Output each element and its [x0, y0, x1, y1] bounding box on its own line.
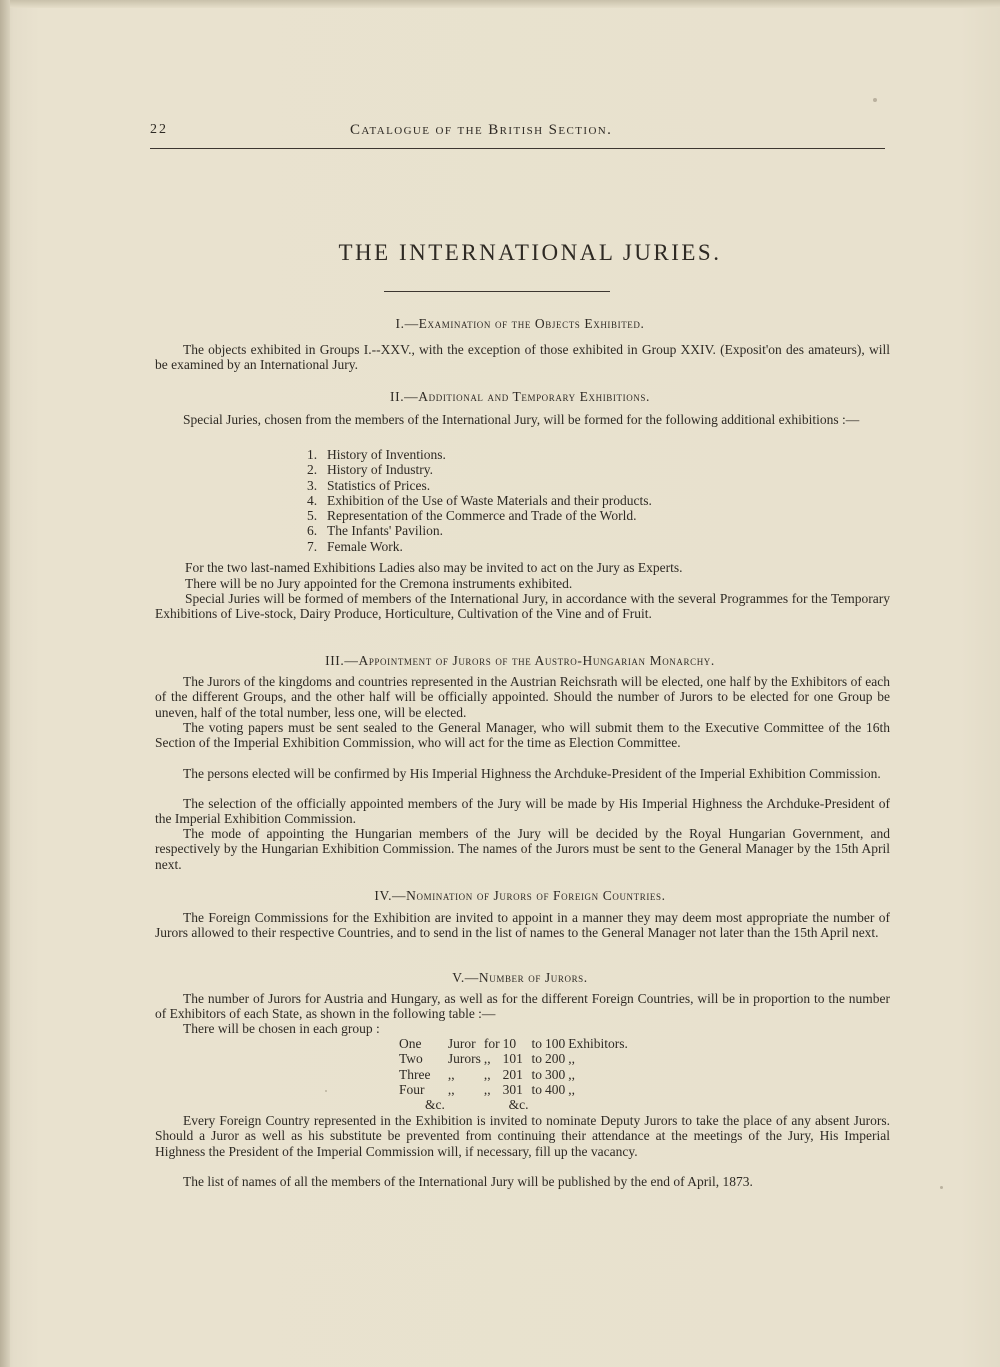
section-heading-3: III.—Appointment of Jurors of the Austro-Hungarian Monarchy.	[325, 653, 715, 668]
list-item: 4. Exhibition of the Use of Waste Materials and their products.	[307, 492, 652, 508]
section-heading-5: V.—Number of Jurors.	[452, 970, 588, 985]
paragraph: Every Foreign Country represented in the Exhibition is invited to nominate Deputy Jurors to take the place of any absent Jurors. Should a Juror as well as his substitute be prevented from continuing their attendance at the meetings of the Jury, His Imperial Highness the President of the Imperial Commission will, if necessary, fill up the vacancy.	[155, 1113, 890, 1159]
paragraph: The voting papers must be sent sealed to the General Manager, who will submit them to the Executive Committee of the 16th Section of the Imperial Exhibition Commission, who will act for the time as Election Committee.	[155, 720, 890, 751]
paragraph: The number of Jurors for Austria and Hungary, as well as for the different Foreign Countries, will be in proportion to the number of Exhibitors of each State, as shown in the following table :—	[155, 991, 890, 1022]
list-item: 3. Statistics of Prices.	[307, 477, 431, 493]
page-top-edge	[0, 0, 1000, 8]
paragraph: Special Juries, chosen from the members of the International Jury, will be formed for the following additional exhibitions :—	[183, 412, 860, 427]
table-row: Four ,, ,, 301 to 400 ,,	[399, 1081, 576, 1097]
paragraph: Special Juries will be formed of members of the International Jury, in accordance with the several Programmes for the Temporary Exhibitions of Live-stock, Dairy Produce, Horticulture, Cultivation of the Vine and of Fruit.	[155, 591, 890, 622]
page-title: THE INTERNATIONAL JURIES.	[338, 240, 722, 265]
section-heading-2: II.—Additional and Temporary Exhibitions.	[390, 389, 650, 404]
list-item: 1. History of Inventions.	[307, 447, 446, 462]
exhibitions-list	[307, 447, 652, 554]
running-title: Catalogue of the British Section.	[350, 122, 613, 138]
paper-spot	[325, 1090, 327, 1092]
paragraph: There will be no Jury appointed for the Cremona instruments exhibited.	[185, 576, 573, 591]
paragraph: The list of names of all the members of the International Jury will be published by the end of April, 1873.	[183, 1174, 753, 1189]
table-row: One Juror for 10 to 100 Exhibitors.	[399, 1036, 628, 1051]
table-row: Three ,, ,, 201 to 300 ,,	[399, 1066, 576, 1082]
page-number: 22	[150, 122, 168, 137]
paper-spot	[873, 98, 877, 102]
paragraph: The mode of appointing the Hungarian members of the Jury will be decided by the Royal Hungarian Government, and respectively by the Hungarian Exhibition Commission. The names of the Jurors must be sent to the General Manager by the 15th April next.	[155, 826, 890, 872]
table-row: Two Jurors ,, 101 to 200 ,,	[399, 1051, 576, 1067]
jurors-table	[399, 1036, 631, 1112]
paragraph: The selection of the officially appointed members of the Jury will be made by His Imperial Highness the Archduke-President of the Imperial Exhibition Commission.	[155, 796, 890, 827]
paragraph: For the two last-named Exhibitions Ladies also may be invited to act on the Jury as Experts.	[185, 560, 683, 575]
paragraph: The objects exhibited in Groups I.--XXV., with the exception of those exhibited in Group XXIV. (Exposit'on des amateurs), will be examined by an International Jury.	[155, 342, 890, 373]
page-binding-edge	[0, 0, 10, 1367]
paragraph: The Foreign Commissions for the Exhibition are invited to appoint in a manner they may deem most appropriate the number of Jurors allowed to their respective Countries, and to send in the list of names to the General Manager not later than the 15th April next.	[155, 910, 890, 941]
list-item: 2. History of Industry.	[307, 462, 433, 478]
paper-spot	[940, 1186, 943, 1189]
list-item: 7. Female Work.	[307, 538, 403, 554]
section-heading-4: IV.—Nomination of Jurors of Foreign Countries.	[374, 888, 666, 903]
header-rule	[150, 148, 885, 149]
paragraph: The Jurors of the kingdoms and countries represented in the Austrian Reichsrath will be elected, one half by the Exhibitors of each of the different Groups, and the other half will be officially appointed. Should the number of Jurors to be elected for one Group be uneven, half of the total number, less one, will be elected.	[155, 674, 890, 720]
section-heading-1: I.—Examination of the Objects Exhibited.	[395, 316, 645, 331]
list-item: 5. Representation of the Commerce and Trade of the World.	[307, 508, 637, 524]
title-rule	[384, 291, 610, 292]
paragraph: The persons elected will be confirmed by His Imperial Highness the Archduke-President of the Imperial Exhibition Commission.	[183, 766, 881, 781]
running-head	[150, 122, 885, 142]
list-item: 6. The Infants' Pavilion.	[307, 523, 444, 539]
paragraph: There will be chosen in each group :	[183, 1021, 380, 1036]
table-row: &c. &c.	[425, 1097, 529, 1113]
